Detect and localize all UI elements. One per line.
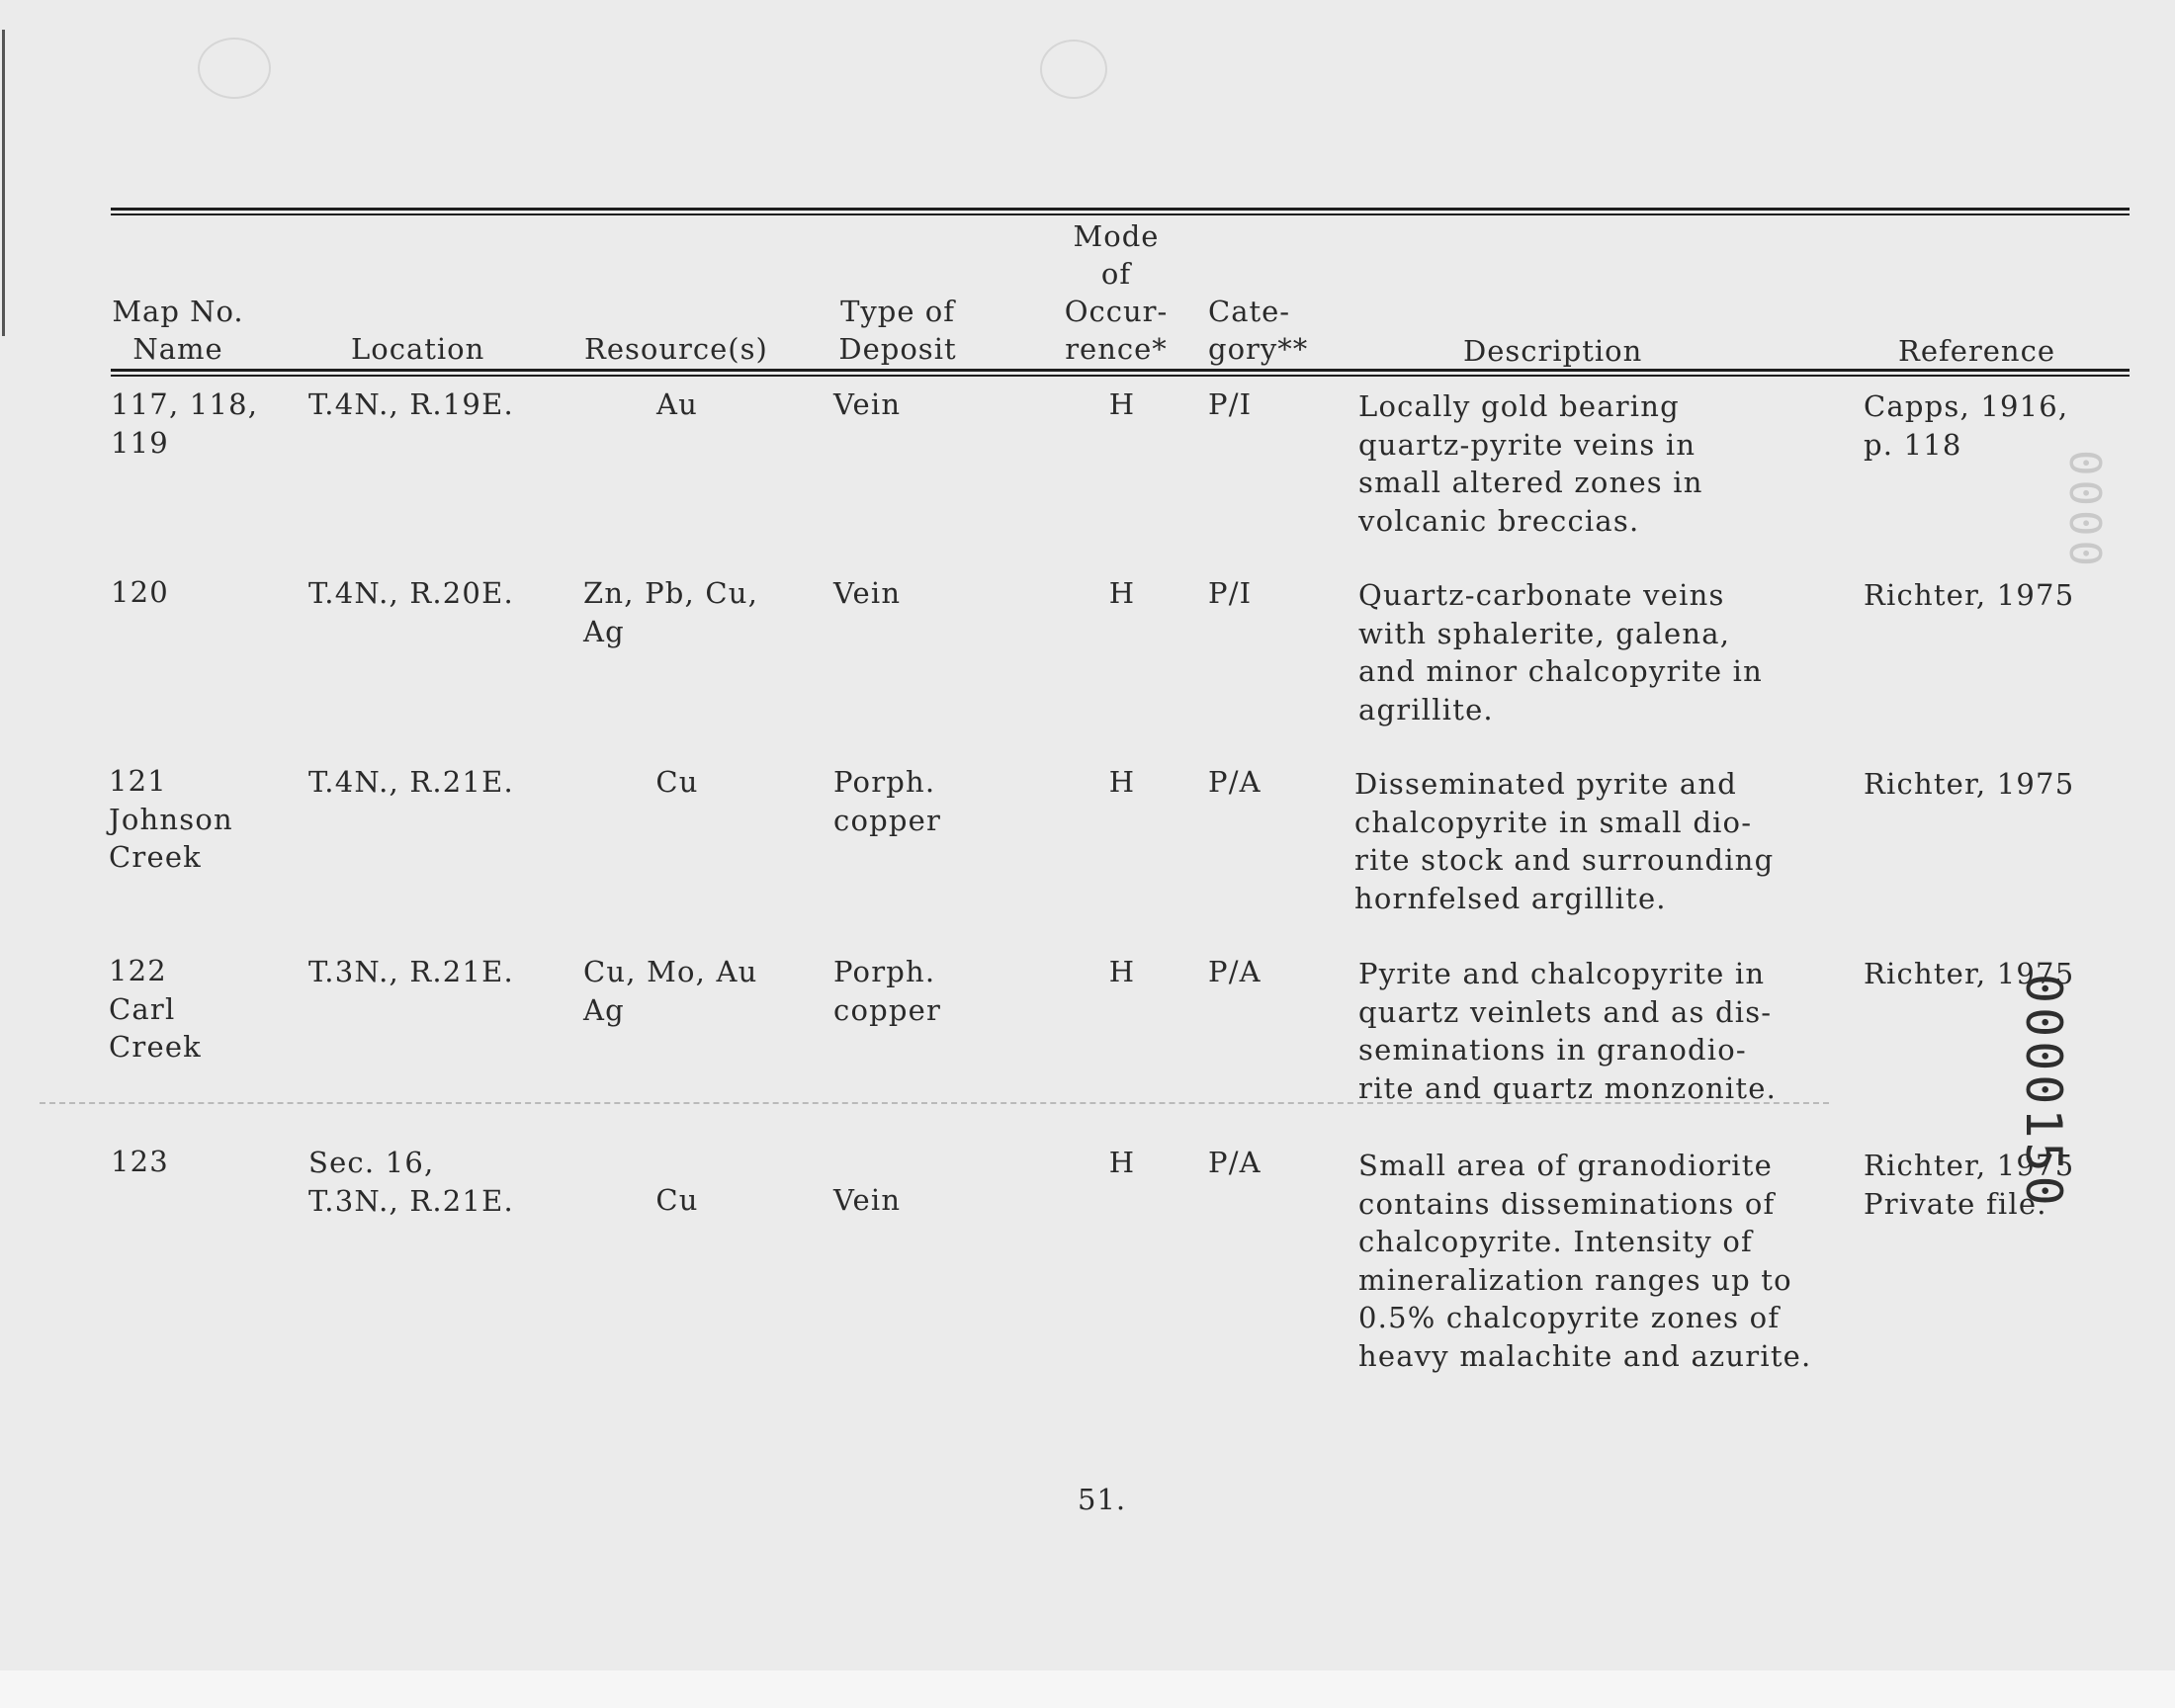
- header-resources: Resource(s): [584, 332, 768, 366]
- header-location: Location: [351, 332, 485, 366]
- cell-category: P/I: [1208, 576, 1253, 610]
- scan-edge-mark: [2, 30, 5, 336]
- cell-location: Sec. 16, T.3N., R.21E.: [308, 1146, 514, 1218]
- header-bottom-rule-2: [111, 375, 2130, 377]
- cell-deposit-type: Vein: [833, 576, 902, 610]
- cell-reference: Capps, 1916, p. 118: [1864, 389, 2069, 462]
- cell-mode: H: [1108, 387, 1136, 421]
- cell-resources: Cu, Mo, Au Ag: [583, 955, 758, 1027]
- header-description: Description: [1463, 334, 1643, 368]
- cell-map-no: 123: [111, 1145, 169, 1178]
- cell-mode: H: [1108, 765, 1136, 799]
- cell-reference: Richter, 1975: [1864, 578, 2075, 612]
- scan-bottom-margin: [0, 1670, 2175, 1708]
- cell-reference: Richter, 1975: [1864, 767, 2075, 801]
- cell-category: P/A: [1208, 955, 1262, 988]
- cell-mode: H: [1108, 955, 1136, 988]
- cell-location: T.4N., R.19E.: [308, 387, 514, 421]
- fold-line: [40, 1102, 1829, 1104]
- cell-deposit-type: Vein: [833, 1183, 902, 1217]
- cell-description: Locally gold bearing quartz-pyrite veins in small altered zones in volcanic breccias.: [1358, 389, 1703, 538]
- cell-deposit-type: Porph. copper: [833, 955, 942, 1027]
- header-map-no-name: Map No. Name: [112, 295, 244, 366]
- table-top-rule-1: [111, 208, 2130, 211]
- header-mode-of-occurrence: Mode of Occur- rence*: [1064, 219, 1169, 366]
- cell-reference: Richter, 1975 Private file.: [1864, 1149, 2075, 1221]
- header-deposit-type: Type of Deposit: [838, 295, 957, 366]
- faint-stamp-number: 0000: [2059, 450, 2110, 570]
- cell-deposit-type: Porph. copper: [833, 765, 942, 837]
- cell-location: T.4N., R.21E.: [308, 765, 514, 799]
- cell-resources: Zn, Pb, Cu, Ag: [583, 576, 759, 648]
- cell-reference: Richter, 1975: [1864, 957, 2075, 990]
- cell-mode: H: [1108, 1146, 1136, 1179]
- header-reference: Reference: [1898, 334, 2055, 368]
- page-number: 51.: [1078, 1483, 1127, 1516]
- cell-description: Small area of granodiorite contains disseminations of chalcopyrite. Intensity of mineralization ranges up to 0.5% chalcopyrite zones of heavy malachite and azurite.: [1358, 1149, 1812, 1373]
- document-stamp-number: 0000150: [2015, 974, 2072, 1210]
- cell-location: T.4N., R.20E.: [308, 576, 514, 610]
- cell-map-no: 120: [111, 575, 169, 609]
- cell-resources: Cu: [655, 765, 699, 799]
- cell-description: Disseminated pyrite and chalcopyrite in small dio- rite stock and surrounding hornfelsed argillite.: [1354, 767, 1775, 915]
- header-category: Cate- gory**: [1208, 295, 1309, 366]
- punch-hole-center: [1040, 40, 1107, 99]
- table-top-rule-2: [111, 214, 2130, 215]
- cell-mode: H: [1108, 576, 1136, 610]
- cell-category: P/A: [1208, 765, 1262, 799]
- cell-resources: Cu: [655, 1183, 699, 1217]
- cell-description: Quartz-carbonate veins with sphalerite, galena, and minor chalcopyrite in agrillite.: [1358, 578, 1763, 726]
- cell-deposit-type: Vein: [833, 387, 902, 421]
- cell-location: T.3N., R.21E.: [308, 955, 514, 988]
- cell-map-no: 122 Carl Creek: [109, 954, 202, 1064]
- cell-category: P/I: [1208, 387, 1253, 421]
- cell-category: P/A: [1208, 1146, 1262, 1179]
- punch-hole-left: [198, 38, 271, 99]
- cell-resources: Au: [655, 387, 699, 421]
- cell-description: Pyrite and chalcopyrite in quartz veinlets and as dis- seminations in granodio- rite and quartz monzonite.: [1358, 957, 1778, 1105]
- header-bottom-rule-1: [111, 369, 2130, 372]
- cell-map-no: 117, 118, 119: [111, 387, 259, 460]
- cell-map-no: 121 Johnson Creek: [109, 764, 233, 874]
